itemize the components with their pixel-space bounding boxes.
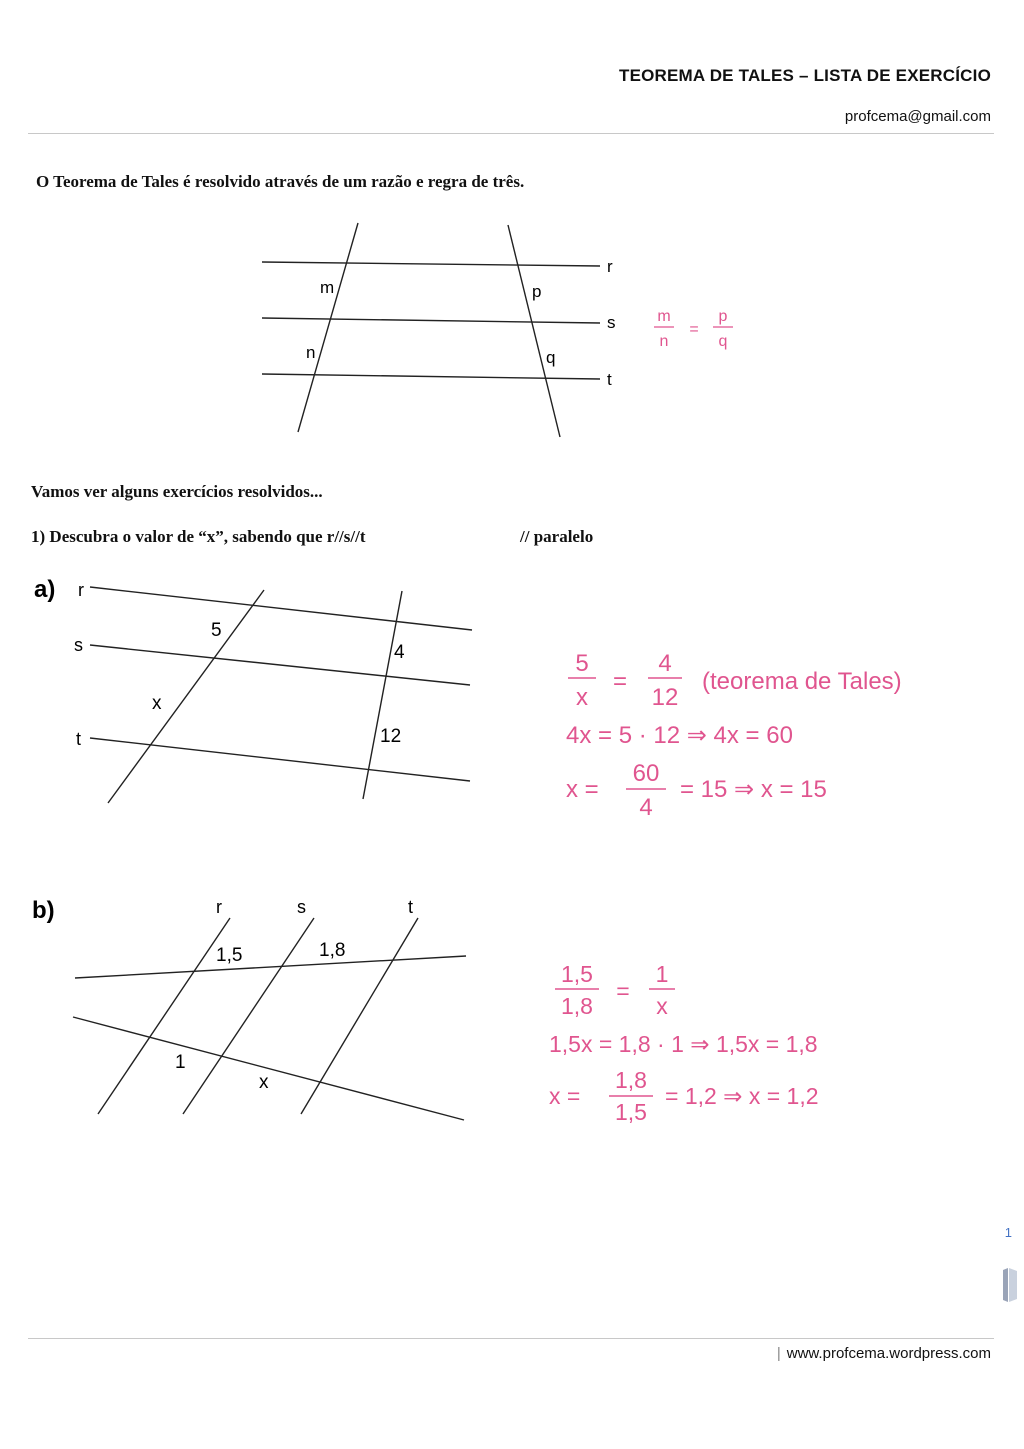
segment-label-p: p	[532, 282, 542, 301]
segment-label-m: m	[320, 278, 335, 297]
svg-text:x =: x =	[549, 1083, 581, 1109]
svg-text:1,5: 1,5	[561, 961, 593, 987]
author-email: profcema@gmail.com	[844, 108, 991, 125]
svg-text:x: x	[656, 993, 668, 1019]
line-label-s: s	[607, 313, 616, 332]
svg-text:5: 5	[211, 620, 222, 641]
segment-label-q: q	[546, 348, 556, 367]
svg-text:n: n	[659, 333, 669, 350]
svg-text:5: 5	[575, 650, 589, 677]
svg-text:1,8: 1,8	[319, 940, 346, 961]
svg-text:4: 4	[658, 650, 672, 677]
footer-separator: |	[776, 1345, 781, 1362]
transversal-right	[508, 225, 560, 437]
svg-text:x: x	[152, 693, 162, 714]
svg-text:12: 12	[651, 684, 679, 711]
footer-divider	[28, 1338, 994, 1339]
svg-text:r: r	[78, 580, 84, 600]
svg-text:s: s	[74, 635, 83, 655]
part-a-label: a)	[34, 576, 56, 603]
line-label-t: t	[607, 370, 612, 389]
line-b-bottom	[73, 1017, 464, 1120]
svg-text:4: 4	[394, 642, 405, 663]
line-s	[262, 318, 600, 323]
line-b-top	[75, 956, 466, 978]
svg-text:m: m	[657, 308, 671, 325]
svg-text:q: q	[718, 333, 728, 350]
diagram-b	[30, 888, 480, 1128]
svg-text:t: t	[76, 729, 82, 749]
line-label-r: r	[607, 257, 613, 276]
svg-text:p: p	[718, 308, 728, 325]
svg-text:= 1,2 ⇒ x = 1,2: = 1,2 ⇒ x = 1,2	[665, 1083, 819, 1109]
question-1: 1) Descubra o valor de “x”, sabendo que r//s//t	[31, 527, 366, 546]
svg-text:=: =	[616, 978, 630, 1004]
svg-text:r: r	[216, 897, 222, 917]
subtitle: Vamos ver alguns exercícios resolvidos...	[31, 482, 323, 501]
line-t	[262, 374, 600, 379]
svg-text:60: 60	[632, 760, 660, 787]
transversal-b-s	[183, 918, 314, 1114]
svg-text:t: t	[408, 897, 414, 917]
svg-text:1,8: 1,8	[561, 993, 593, 1019]
svg-text:4x = 5 · 12 ⇒ 4x = 60: 4x = 5 · 12 ⇒ 4x = 60	[566, 722, 793, 749]
svg-text:= 15 ⇒ x = 15: = 15 ⇒ x = 15	[680, 776, 827, 803]
svg-text:1,5x = 1,8 · 1 ⇒ 1,5x = 1,8: 1,5x = 1,8 · 1 ⇒ 1,5x = 1,8	[549, 1031, 818, 1057]
svg-text:4: 4	[639, 794, 653, 821]
document-title: TEOREMA DE TALES – LISTA DE EXERCÍCIO	[619, 66, 991, 85]
svg-text:12: 12	[380, 726, 402, 747]
line-a-t	[90, 738, 470, 781]
svg-text:1,8: 1,8	[615, 1067, 647, 1093]
footer-url[interactable]	[777, 1345, 991, 1362]
solution-a	[560, 645, 960, 825]
transversal-a-left	[108, 590, 264, 803]
thales-diagram	[250, 215, 750, 445]
svg-text:x: x	[576, 684, 588, 711]
thales-formula	[657, 308, 727, 350]
header-divider	[28, 133, 994, 134]
part-b-label: b)	[32, 897, 55, 924]
svg-text:1,5: 1,5	[615, 1099, 647, 1125]
diagram-a	[30, 565, 490, 820]
line-r	[262, 262, 600, 266]
segment-label-n: n	[306, 343, 316, 362]
svg-text:=: =	[689, 321, 699, 338]
line-a-s	[90, 645, 470, 685]
line-a-r	[90, 587, 472, 630]
footer-url-text[interactable]: www.profcema.wordpress.com	[786, 1345, 991, 1362]
page-number: 1	[1004, 1225, 1012, 1240]
svg-text:1: 1	[175, 1052, 186, 1073]
parallel-note: // paralelo	[520, 527, 594, 546]
svg-text:x =: x =	[566, 776, 599, 803]
svg-text:x: x	[259, 1072, 269, 1093]
svg-text:(teorema de Tales): (teorema de Tales)	[702, 668, 902, 695]
intro-text: O Teorema de Tales é resolvido através de um razão e regra de três.	[36, 172, 525, 191]
solution-b	[545, 958, 945, 1133]
page-corner-icon	[1002, 1266, 1018, 1304]
transversal-a-right	[363, 591, 402, 799]
svg-text:=: =	[612, 668, 628, 695]
svg-text:s: s	[297, 897, 306, 917]
transversal-b-r	[98, 918, 230, 1114]
transversal-left	[298, 223, 358, 432]
svg-text:1,5: 1,5	[216, 945, 243, 966]
svg-text:1: 1	[655, 961, 669, 987]
